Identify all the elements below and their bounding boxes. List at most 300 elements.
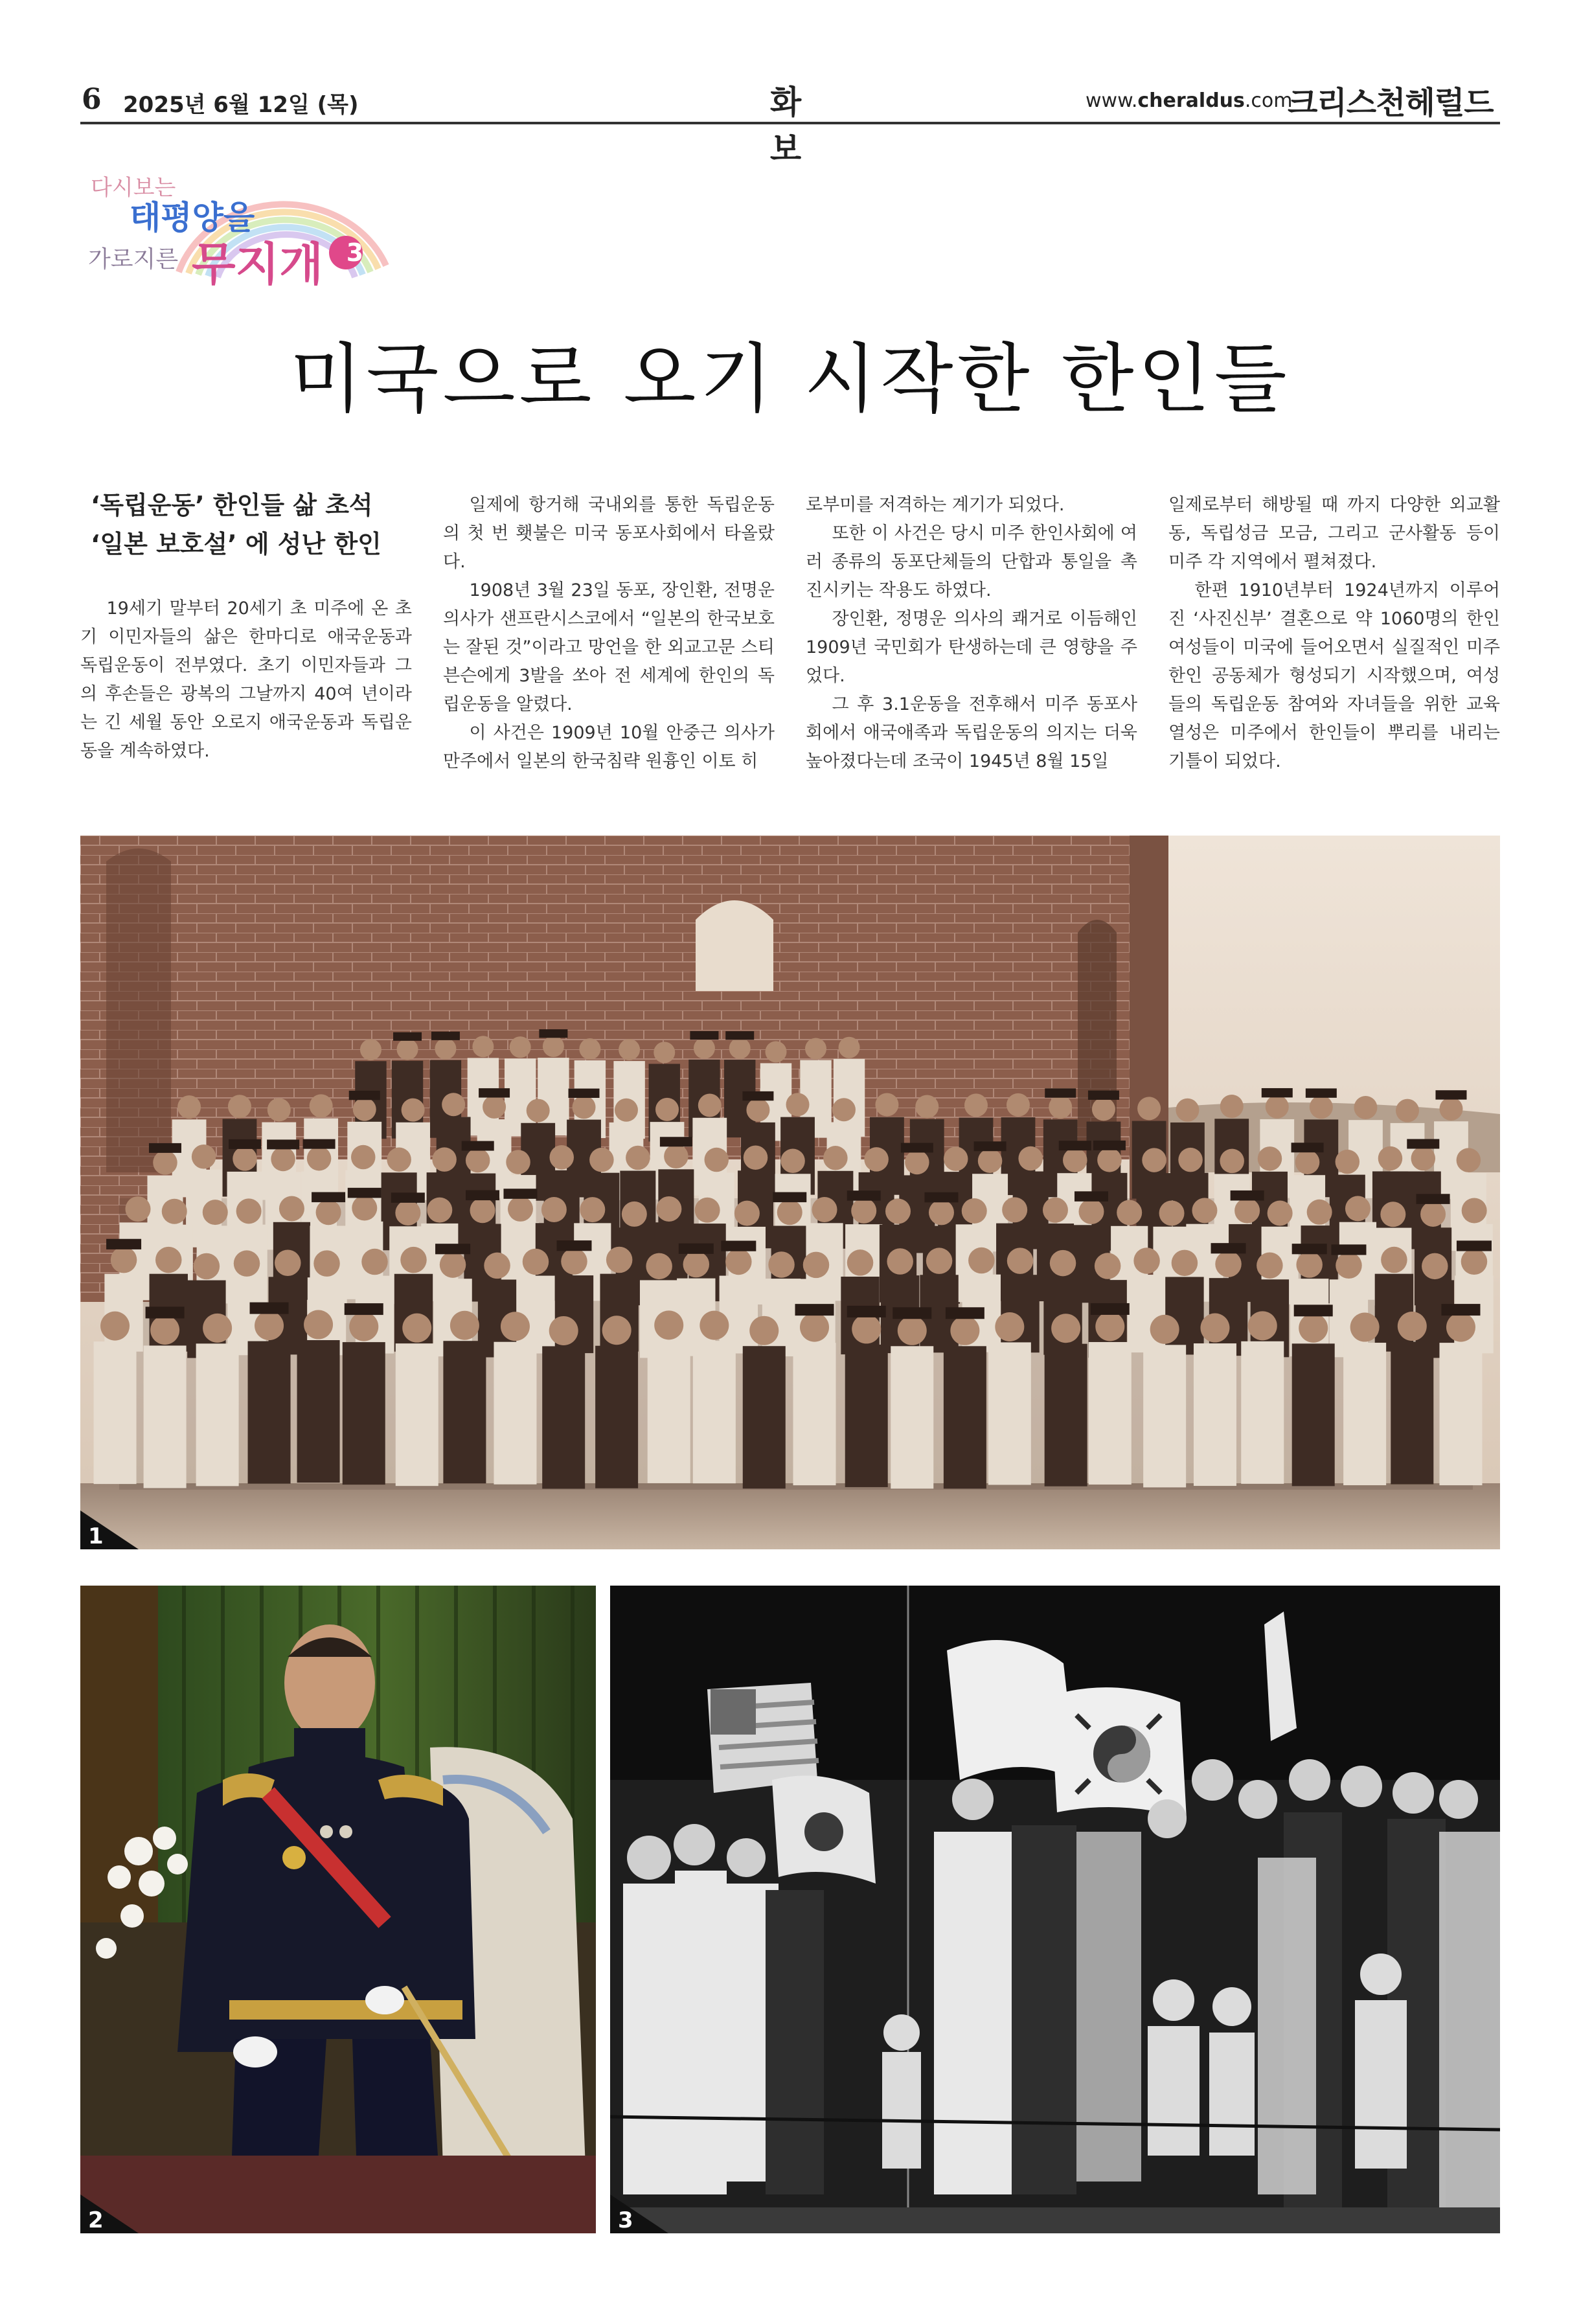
crowd-head: [508, 1196, 533, 1222]
crowd-head: [432, 1147, 457, 1172]
crowd-hat: [893, 1307, 931, 1319]
crowd-head: [361, 1249, 388, 1275]
crowd-head: [749, 1316, 779, 1345]
crowd-head: [1133, 1247, 1160, 1274]
crowd-head: [203, 1314, 232, 1343]
crowd-hat: [431, 1032, 460, 1040]
crowd-head: [800, 1313, 829, 1342]
photo-number: 3: [618, 2207, 633, 2233]
crowd-hat: [1407, 1139, 1439, 1149]
crowd-hat: [345, 1303, 383, 1315]
crowd-head: [541, 1197, 567, 1222]
crowd-hat: [847, 1306, 886, 1317]
crowd-hat: [773, 1192, 806, 1203]
crowd-head: [349, 1312, 378, 1341]
crowd-figure: [1194, 1343, 1236, 1486]
crowd-figure: [542, 1346, 585, 1488]
crowd-head: [1354, 1096, 1377, 1119]
crowd-head: [351, 1145, 376, 1170]
crowd-hat: [229, 1139, 261, 1149]
crowd-head: [812, 1197, 837, 1222]
crowd-head: [694, 1038, 715, 1059]
headline: 미국으로 오기 시작한 한인들: [290, 336, 1291, 423]
paragraph: 장인환, 정명운 의사의 쾌거로 이듬해인 1909년 국민회가 탄생하는데 큰 영향을 주었다.: [806, 609, 1137, 686]
url-prefix: www.: [1086, 89, 1138, 112]
crowd-head: [228, 1095, 251, 1118]
crowd-head: [1268, 1200, 1293, 1225]
crowd-head: [1043, 1198, 1068, 1223]
crowd-hat: [1331, 1244, 1366, 1255]
crowd-head: [1097, 1148, 1122, 1172]
crowd-head: [964, 1093, 988, 1117]
crowd-figure: [693, 1341, 736, 1483]
crowd-head: [626, 1146, 650, 1170]
crowd-head: [746, 1099, 769, 1122]
crowd-head: [435, 1038, 456, 1060]
crowd-hat: [391, 1192, 425, 1203]
crowd-head: [1049, 1095, 1072, 1119]
crowd-head: [1142, 1148, 1166, 1172]
crowd-figure: [144, 1345, 187, 1488]
crowd-head: [155, 1247, 181, 1273]
crowd-hat: [539, 1029, 567, 1038]
crowd-head: [1002, 1197, 1027, 1222]
crowd-head: [875, 1093, 898, 1117]
crowd-head: [1336, 1252, 1362, 1279]
crowd-head: [1215, 1251, 1242, 1277]
crowd-head: [279, 1196, 304, 1221]
page-number: 6: [82, 83, 102, 116]
crowd-head: [683, 1251, 710, 1278]
crowd-head: [111, 1247, 137, 1273]
crowd-hat: [393, 1032, 422, 1041]
crowd-head: [705, 1148, 729, 1172]
crowd-hat: [901, 1143, 933, 1152]
crowd-head: [483, 1095, 506, 1119]
crowd-head: [803, 1252, 830, 1279]
crowd-hat: [1441, 1304, 1480, 1316]
crowd-head: [1336, 1150, 1360, 1174]
crowd-figure: [793, 1343, 836, 1485]
url-domain: cheraldus: [1137, 89, 1245, 112]
crowd-hat: [795, 1304, 834, 1316]
crowd-hat: [721, 1241, 756, 1251]
crowd-hat: [1231, 1190, 1264, 1201]
crowd-head: [440, 1251, 466, 1278]
paragraph: 일제로부터 해방될 때 까지 다양한 외교활동, 독립성금 모금, 그리고 군사활동 등이 미주 각 지역에서 펼쳐졌다.: [1168, 495, 1500, 572]
crowd-head: [1192, 1198, 1217, 1223]
crowd-hat: [479, 1088, 510, 1097]
crowd-hat: [569, 1089, 600, 1098]
crowd-figure: [1089, 1342, 1132, 1485]
crowd-hat: [660, 1137, 692, 1146]
masthead-logo: 크리스천헤럴드: [1288, 85, 1494, 121]
crowd-head: [823, 1146, 848, 1170]
crowd-head: [510, 1036, 531, 1058]
crowd-figure: [1439, 1343, 1482, 1485]
crowd-head: [192, 1145, 216, 1169]
crowd-head: [1457, 1148, 1481, 1172]
crowd-head: [929, 1200, 954, 1225]
url-suffix: .com: [1244, 89, 1293, 112]
crowd-head: [619, 1039, 640, 1060]
photo-number: 2: [88, 2207, 104, 2233]
column-1: [80, 595, 412, 766]
crowd-head: [654, 1310, 683, 1339]
crowd-head: [352, 1196, 377, 1221]
crowd-head: [1350, 1313, 1380, 1342]
crowd-hat: [1075, 1191, 1108, 1202]
crowd-head: [1117, 1200, 1142, 1225]
crowd-head: [656, 1196, 681, 1222]
crowd-hat: [1292, 1244, 1327, 1254]
crowd-head: [402, 1314, 431, 1343]
crowd-head: [307, 1146, 332, 1171]
crowd-head: [177, 1095, 201, 1119]
crowd-head: [589, 1148, 614, 1172]
crowd-head: [615, 1099, 638, 1122]
crowd-hat: [1093, 1141, 1126, 1150]
crowd-head: [233, 1146, 257, 1171]
crowd-head: [725, 1249, 752, 1275]
crowd-head: [1439, 1097, 1462, 1121]
crowd-head: [606, 1247, 633, 1273]
photo-number: 1: [88, 1523, 104, 1549]
crowd-hat: [974, 1141, 1007, 1151]
crowd-figure: [94, 1341, 137, 1484]
crowd-head: [310, 1094, 333, 1117]
crowd-head: [777, 1200, 802, 1225]
crowd-head: [100, 1312, 130, 1341]
crowd-head: [864, 1147, 889, 1172]
crowd-hat: [106, 1239, 141, 1249]
crowd-head: [304, 1310, 333, 1339]
crowd-hat: [303, 1139, 336, 1149]
crowd-hat: [679, 1244, 714, 1254]
crowd-figure: [1391, 1342, 1433, 1485]
crowd-hat: [503, 1189, 537, 1199]
crowd-head: [646, 1253, 672, 1280]
crowd-head: [1398, 1312, 1427, 1341]
crowd-hat: [1088, 1091, 1119, 1100]
crowd-head: [395, 1200, 420, 1225]
crowd-head: [1200, 1314, 1229, 1343]
crowd-head: [470, 1198, 495, 1223]
crowd-head: [698, 1094, 722, 1117]
crowd-head: [153, 1150, 177, 1175]
crowd-head: [1092, 1097, 1115, 1121]
crowd-head: [506, 1150, 530, 1174]
photo-uniform-portrait: [80, 1586, 596, 2233]
crowd-head: [1234, 1198, 1260, 1224]
series-line4: 무지개: [192, 238, 323, 291]
crowd-hat: [946, 1307, 984, 1319]
crowd-head: [466, 1148, 490, 1173]
crowd-hat: [1045, 1088, 1076, 1097]
crowd-head: [353, 1098, 376, 1121]
crowd-figure: [1165, 1277, 1203, 1354]
crowd-head: [805, 1038, 826, 1060]
crowd-head: [700, 1311, 729, 1340]
crowd-head: [1137, 1097, 1161, 1120]
crowd-head: [442, 1093, 465, 1116]
crowd-head: [664, 1145, 688, 1169]
crowd-head: [744, 1145, 768, 1170]
crowd-hat: [435, 1244, 470, 1254]
crowd-figure: [1292, 1343, 1335, 1486]
crowd-head: [549, 1316, 578, 1345]
paragraph: 로부미를 저격하는 계기가 되었다.: [806, 495, 1065, 515]
crowd-figure: [248, 1341, 291, 1484]
column-4: [1168, 491, 1500, 776]
crowd-head: [1178, 1148, 1203, 1172]
crowd-head: [1007, 1093, 1030, 1117]
crowd-head: [832, 1098, 856, 1121]
crowd-head: [573, 1095, 596, 1119]
crowd-head: [887, 1248, 913, 1275]
crowd-head: [313, 1250, 340, 1277]
crowd-figure: [648, 1341, 690, 1483]
crowd-hat: [1294, 1304, 1333, 1316]
subheadline-2: ‘일본 보호설’ 에 성난 한인: [91, 530, 381, 558]
crowd-head: [905, 1150, 929, 1175]
crowd-head: [1095, 1312, 1124, 1341]
crowd-head: [472, 1036, 494, 1057]
crowd-head: [655, 1098, 679, 1121]
crowd-head: [1396, 1099, 1419, 1122]
crowd-head: [1446, 1313, 1475, 1342]
crowd-head: [962, 1198, 987, 1224]
crowd-head: [1172, 1250, 1198, 1277]
crowd-hat: [267, 1139, 299, 1149]
crowd-figure: [891, 1346, 933, 1488]
crowd-head: [1018, 1146, 1043, 1171]
crowd-figure: [443, 1341, 486, 1483]
crowd-head: [203, 1200, 228, 1225]
crowd-head: [729, 1038, 751, 1059]
crowd-head: [400, 1247, 427, 1273]
crowd-head: [768, 1251, 795, 1278]
crowd-hat: [1059, 1141, 1091, 1150]
crowd-head: [1095, 1253, 1121, 1279]
crowd-hat: [349, 1091, 380, 1100]
crowd-head: [125, 1196, 150, 1222]
photo-label-2: [80, 2194, 139, 2233]
crowd-head: [397, 1039, 418, 1060]
crowd-figure: [845, 1345, 888, 1487]
crowd-head: [1266, 1095, 1289, 1119]
crowd-head: [162, 1199, 187, 1224]
crowd-head: [484, 1253, 510, 1279]
crowd-head: [549, 1145, 574, 1170]
crowd-hat: [1291, 1143, 1324, 1152]
crowd-head: [1307, 1200, 1332, 1225]
crowd-head: [1411, 1146, 1436, 1171]
crowd-figure: [1143, 1345, 1186, 1487]
crowd-head: [1295, 1150, 1320, 1174]
crowd-figure: [494, 1342, 536, 1485]
crowd-head: [316, 1200, 341, 1225]
crowd-hat: [1435, 1090, 1466, 1099]
crowd-head: [1176, 1099, 1199, 1122]
crowd-head: [1310, 1095, 1333, 1119]
crowd-head: [780, 1149, 805, 1174]
paragraph: 그 후 3.1운동을 전후해서 미주 동포사회에서 애국애족과 독립운동의 의지는 더욱 높아졌다는데 조국이 1945년 8월 15일: [806, 694, 1137, 771]
uniform-portrait-image: [80, 1586, 596, 2233]
crowd-head: [1461, 1249, 1488, 1275]
crowd-head: [527, 1099, 550, 1122]
crowd-figure: [196, 1343, 239, 1486]
crowd-head: [950, 1316, 979, 1345]
crowd-head: [978, 1148, 1003, 1173]
crowd-head: [1299, 1314, 1328, 1343]
crowd-head: [580, 1197, 605, 1222]
crowd-head: [839, 1037, 860, 1058]
crowd-head: [1422, 1253, 1448, 1280]
crowd-head: [194, 1253, 220, 1280]
crowd-figure: [396, 1343, 438, 1486]
crowd-hat: [847, 1190, 881, 1201]
paragraph: 한편 1910년부터 1924년까지 이루어진 ‘사진신부’ 결혼으로 약 1060명의 한인 여성들이 미국에 들어오면서 실질적인 미주 한인 공동체가 형성되기 시작했으며, 여성들의 독립운동 참여와 자녀들을 위한 교육 열성은 미주에서 한인들이 뿌리를 내리는 기틀이 되었다.: [1168, 580, 1500, 771]
crowd-head: [695, 1198, 720, 1223]
crowd-head: [543, 1036, 564, 1057]
crowd-head: [885, 1198, 911, 1224]
crowd-head: [851, 1198, 876, 1224]
crowd-head: [995, 1312, 1024, 1341]
crowd-head: [387, 1148, 411, 1172]
crowd-head: [1150, 1315, 1179, 1344]
photo-group-portrait: [80, 836, 1500, 1549]
crowd-figure: [343, 1342, 385, 1485]
crowd-head: [1078, 1199, 1104, 1224]
crowd-head: [847, 1249, 874, 1276]
crowd-head: [1378, 1146, 1403, 1171]
crowd-head: [1007, 1247, 1034, 1274]
crowd-hat: [690, 1031, 718, 1040]
crowd-hat: [462, 1141, 494, 1151]
crowd-hat: [312, 1192, 345, 1203]
group-portrait-image: [80, 836, 1500, 1549]
crowd-head: [944, 1146, 968, 1171]
crowd-head: [427, 1198, 452, 1223]
crowd-figure: [944, 1346, 986, 1488]
photo-label-3: [610, 2194, 668, 2233]
issue-date: 2025년 6월 12일 (목): [123, 92, 359, 118]
crowd-head: [1063, 1148, 1087, 1172]
crowd-head: [734, 1201, 760, 1226]
crowd-hat: [250, 1303, 289, 1314]
crowd-figure: [1045, 1344, 1087, 1487]
series-line1: 다시보는: [91, 175, 176, 201]
crowd-head: [1381, 1247, 1407, 1273]
crowd-head: [234, 1250, 260, 1277]
crowd-hat: [742, 1091, 773, 1100]
crowd-head: [450, 1311, 479, 1340]
crowd-head: [1258, 1146, 1282, 1171]
photo-label-1: [80, 1510, 139, 1549]
subheadline-1: ‘독립운동’ 한인들 삶 초석: [91, 491, 373, 519]
crowd-head: [255, 1311, 284, 1340]
section-title: 화 보: [769, 84, 811, 168]
crowd-head: [267, 1098, 291, 1121]
women-with-flags-image: [610, 1586, 1500, 2233]
crowd-head: [1248, 1311, 1277, 1340]
crowd-head: [579, 1038, 600, 1060]
crowd-head: [1220, 1095, 1244, 1118]
crowd-hat: [149, 1143, 181, 1153]
paragraph: 일제에 항거해 국내외를 통한 독립운동의 첫 번 횃불은 미국 동포사회에서 타올랐다.: [443, 495, 775, 572]
crowd-head: [275, 1249, 301, 1276]
crowd-head: [150, 1316, 179, 1345]
paragraph: 이 사건은 1909년 10월 안중근 의사가 만주에서 일본의 한국침략 원흉인 이토 히: [443, 723, 775, 771]
crowd-hat: [1306, 1088, 1337, 1097]
crowd-head: [1420, 1202, 1446, 1227]
crowd-head: [1220, 1149, 1244, 1174]
crowd-head: [926, 1247, 953, 1274]
crowd-head: [1462, 1198, 1487, 1223]
paragraph: 또한 이 사건은 당시 미주 한인사회에 여러 종류의 동포단체들의 단합과 통일을 촉진시키는 작용도 하였다.: [806, 523, 1137, 600]
paragraph: 19세기 말부터 20세기 초 미주에 온 초기 이민자들의 삶은 한마디로 애국운동과 독립운동이 전부였다. 초기 이민자들과 그의 후손들은 광복의 그날까지 40여 년이라는 긴 세월 동안 오로지 애국운동과 독립운동을 계속하였다.: [80, 598, 412, 761]
crowd-head: [1380, 1202, 1405, 1227]
crowd-figure: [1343, 1343, 1386, 1485]
crowd-head: [360, 1039, 381, 1060]
crowd-figure: [988, 1342, 1031, 1485]
site-url[interactable]: [1086, 89, 1293, 112]
series-line2: 태평양을: [130, 199, 255, 236]
crowd-head: [622, 1202, 647, 1227]
crowd-hat: [1091, 1303, 1130, 1315]
crowd-figure: [297, 1340, 340, 1483]
series-episode: 3: [346, 238, 364, 267]
column-2: [443, 491, 775, 776]
crowd-hat: [1211, 1243, 1246, 1253]
crowd-hat: [146, 1306, 185, 1318]
crowd-head: [1050, 1250, 1076, 1277]
crowd-head: [271, 1147, 295, 1172]
crowd-hat: [556, 1240, 591, 1251]
crowd-head: [852, 1314, 881, 1343]
crowd-head: [654, 1042, 675, 1063]
crowd-head: [766, 1041, 787, 1062]
crowd-head: [402, 1099, 425, 1122]
crowd-hat: [348, 1188, 381, 1198]
crowd-head: [236, 1198, 262, 1224]
photo-women-with-flags: [610, 1586, 1500, 2233]
crowd-head: [523, 1249, 549, 1275]
crowd-hat: [725, 1031, 754, 1040]
crowd-head: [561, 1248, 587, 1275]
series-line3: 가로지른: [88, 246, 179, 273]
crowd-figure: [1241, 1341, 1284, 1484]
paragraph: 1908년 3월 23일 동포, 장인환, 전명운 의사가 샌프란시스코에서 “일본의 한국보호는 잘된 것”이라고 망언을 한 외교고문 스티븐슨에게 3발을 쏘아 전 세계에 한인의 독립운동을 알렸다.: [443, 580, 775, 714]
crowd-head: [968, 1247, 995, 1274]
crowd-head: [898, 1316, 927, 1345]
crowd-head: [1296, 1251, 1323, 1278]
column-3: [806, 491, 1137, 776]
crowd-head: [1159, 1200, 1185, 1225]
crowd-hat: [1416, 1194, 1450, 1204]
header-rule: [80, 122, 1500, 124]
crowd-hat: [1262, 1088, 1293, 1097]
crowd-head: [1257, 1252, 1283, 1279]
crowd-head: [1345, 1196, 1371, 1221]
subheadlines: [91, 486, 415, 564]
crowd-hat: [1457, 1240, 1492, 1251]
crowd-head: [602, 1316, 631, 1345]
crowd-figure: [743, 1346, 786, 1488]
crowd-head: [501, 1312, 530, 1341]
crowd-hat: [924, 1192, 958, 1203]
